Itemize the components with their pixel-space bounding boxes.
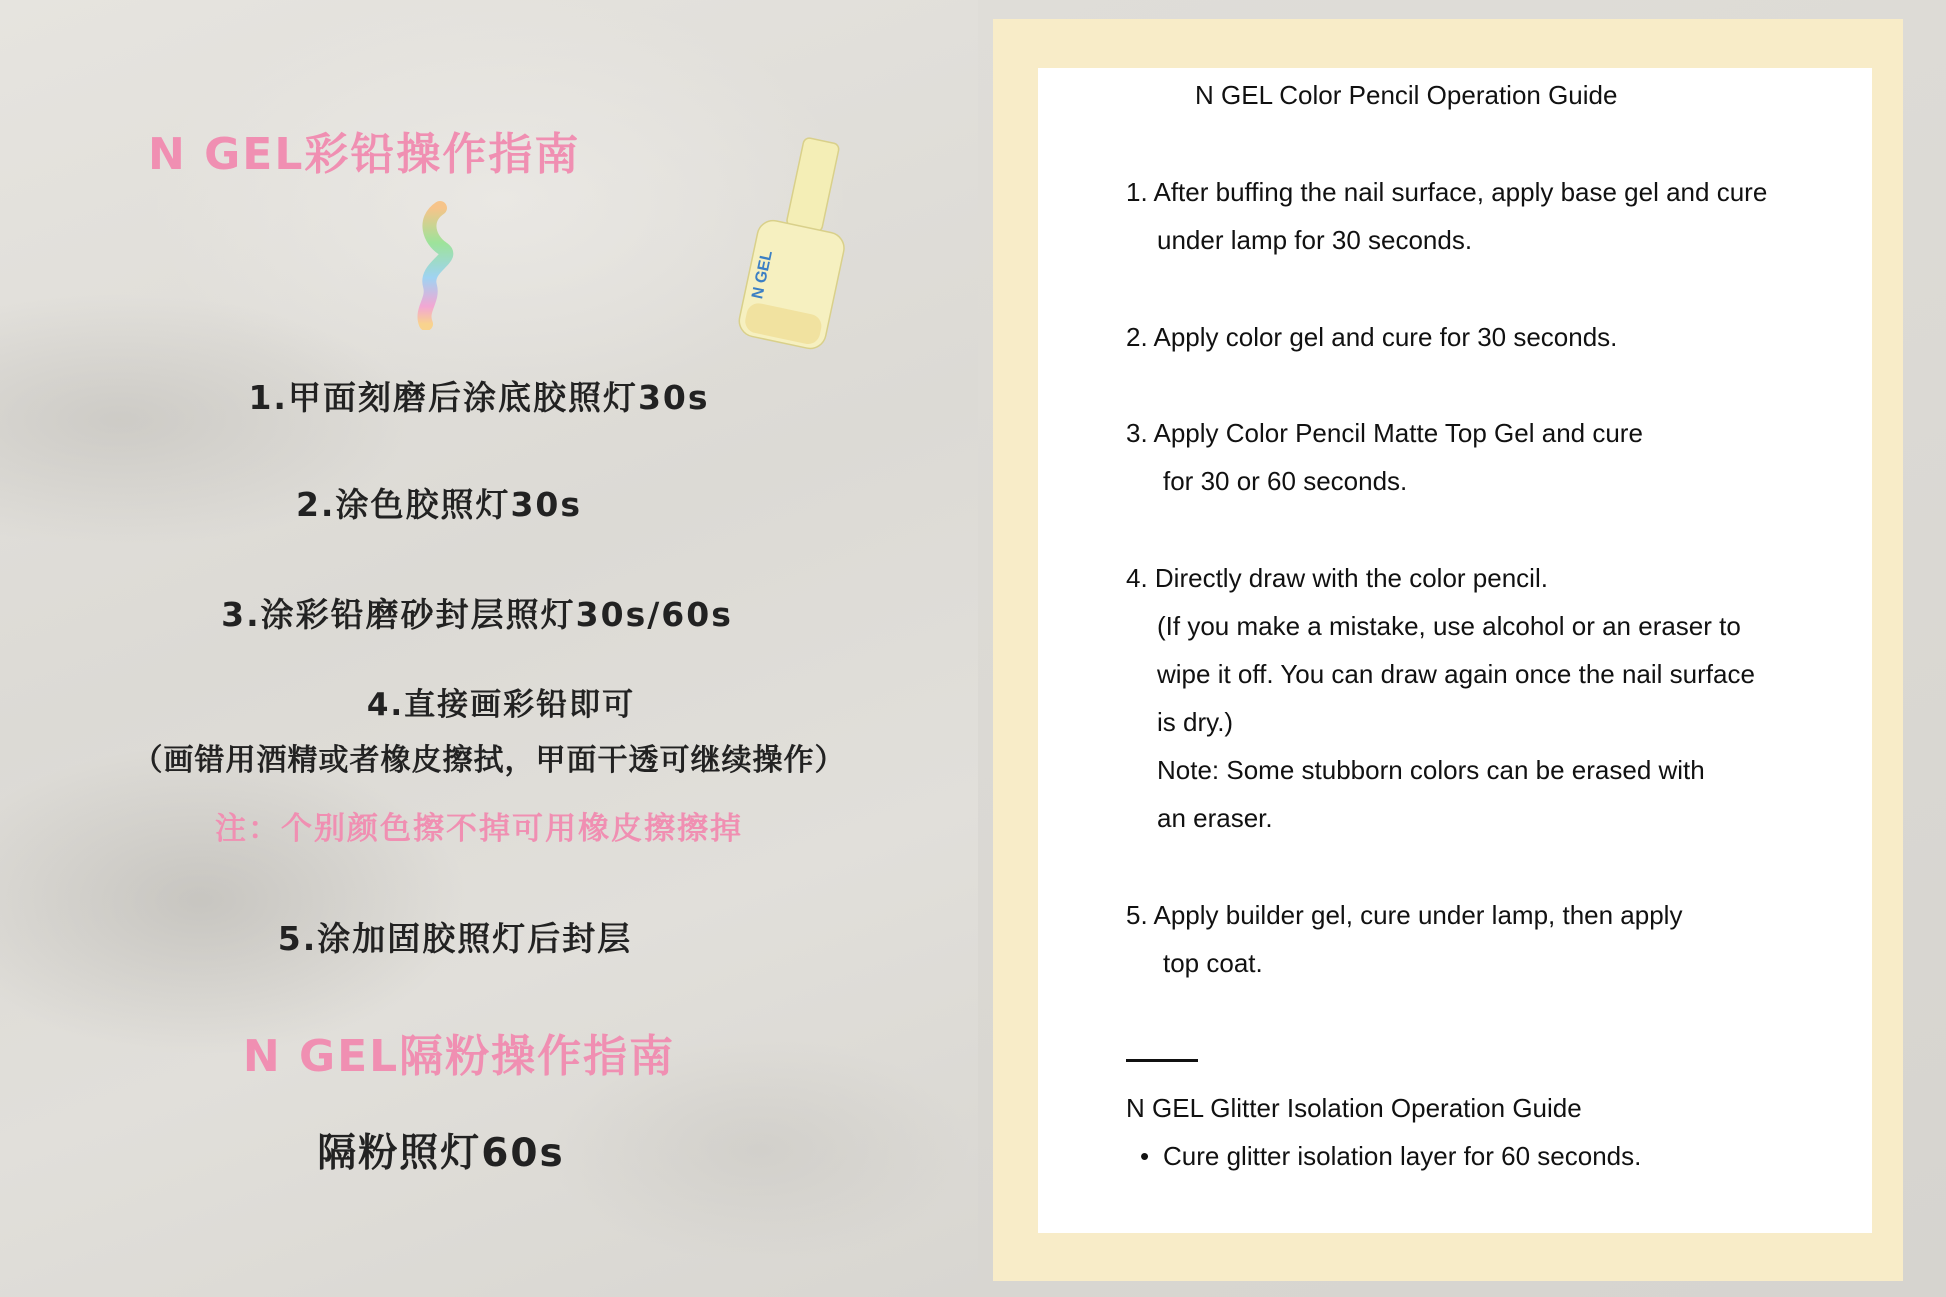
section-divider (1126, 1059, 1198, 1062)
en-step-5: 5. Apply builder gel, cure under lamp, then apply (1126, 900, 1683, 930)
en-step-4-note-3: is dry.) (1157, 707, 1234, 737)
bullet-marker: • (1140, 1141, 1150, 1171)
en-step-2: 2. Apply color gel and cure for 30 seconds. (1126, 322, 1618, 352)
bottle-label: N GEL (749, 249, 776, 301)
en-step-3-cont: for 30 or 60 seconds. (1163, 466, 1408, 496)
cn-step-1: 1.甲面刻磨后涂底胶照灯30s (248, 378, 710, 417)
en-title: N GEL Color Pencil Operation Guide (1195, 80, 1618, 110)
en-step-4-note-5: an eraser. (1157, 803, 1273, 833)
cn-step-2: 2.涂色胶照灯30s (295, 485, 583, 524)
cn-warning-note: 注：个别颜色擦不掉可用橡皮擦擦掉 (215, 811, 743, 847)
en-bullet: Cure glitter isolation layer for 60 seconds. (1163, 1141, 1642, 1171)
cn-step-3: 3.涂彩铅磨砂封层照灯30s/60s (221, 595, 733, 634)
cn-step-4-note: （画错用酒精或者橡皮擦拭，甲面干透可继续操作） (132, 743, 846, 778)
en-step-5-cont: top coat. (1163, 948, 1263, 978)
cn-title-text: N GEL彩铅操作指南 (148, 129, 581, 180)
en-step-4: 4. Directly draw with the color pencil. (1126, 563, 1548, 593)
en-step-4-note-1: (If you make a mistake, use alcohol or an eraser to (1157, 611, 1741, 641)
cn-sub-step: 隔粉照灯60s (317, 1131, 565, 1176)
rainbow-squiggle-icon (400, 200, 470, 330)
cn-step-4: 4.直接画彩铅即可 (366, 687, 636, 723)
en-step-4-note-2: wipe it off. You can draw again once the nail surface (1157, 659, 1755, 689)
en-step-3: 3. Apply Color Pencil Matte Top Gel and cure (1126, 418, 1643, 448)
cn-subtitle: N GEL隔粉操作指南 (242, 1031, 676, 1082)
cn-step-5: 5.涂加固胶照灯后封层 (277, 919, 633, 958)
gel-bottle-image (738, 130, 858, 360)
en-step-1-cont: under lamp for 30 seconds. (1157, 225, 1473, 255)
en-step-4-note-4: Note: Some stubborn colors can be erased with (1157, 755, 1705, 785)
en-subtitle: N GEL Glitter Isolation Operation Guide (1126, 1093, 1582, 1123)
en-step-1: 1. After buffing the nail surface, apply base gel and cure (1126, 177, 1768, 207)
